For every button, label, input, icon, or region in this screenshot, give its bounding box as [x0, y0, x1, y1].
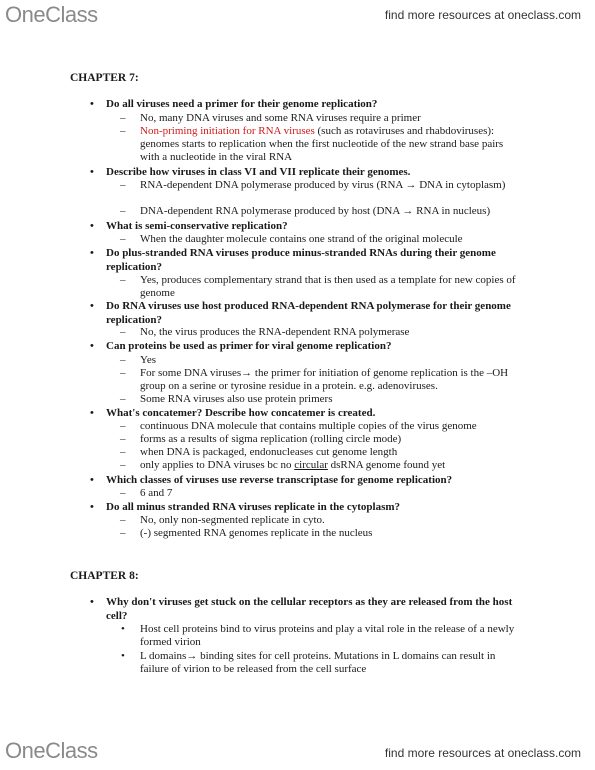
answer: – forms as a results of sigma replication (rolling circle mode) [140, 433, 525, 446]
question: • Can proteins be used as primer for viral genome replication? [106, 339, 526, 353]
answer: • Host cell proteins bind to virus proteins and play a vital role in the release of a newly formed virion [140, 623, 525, 649]
answer [140, 125, 525, 164]
question: • Do all viruses need a primer for their genome replication? [106, 97, 526, 111]
resources-link[interactable]: find more resources at oneclass.com [384, 746, 581, 760]
question: • Which classes of viruses use reverse transcriptase for genome replication? [106, 473, 526, 487]
answer: – Yes, produces complementary strand that is then used as a template for new copies of genome [140, 274, 525, 300]
highlighted-term: Non-priming initiation for RNA viruses [140, 125, 315, 137]
answer: • L domains→ binding sites for cell proteins. Mutations in L domains can result in failure of virion to be released from the cell surface [140, 650, 525, 676]
answer: – No, many DNA viruses and some RNA viruses require a primer [140, 112, 525, 125]
answer: – For some DNA viruses→ the primer for initiation of genome replication is the –OH group on a serine or tyrosine residue in a protein. e.g. adenoviruses. [140, 367, 525, 393]
question: • What is semi-conservative replication? [106, 219, 526, 233]
question: • Describe how viruses in class VI and VII replicate their genomes. [106, 165, 526, 179]
page-footer [0, 736, 595, 770]
underlined-term: circular [294, 459, 328, 471]
page-header [0, 0, 595, 30]
answer: – (-) segmented RNA genomes replicate in the nucleus [140, 527, 525, 540]
question: • Do RNA viruses use host produced RNA-dependent RNA polymerase for their genome replication? [106, 299, 526, 327]
question: • What's concatemer? Describe how concatemer is created. [106, 406, 526, 420]
answer: – Yes [140, 354, 525, 367]
answer: – when DNA is packaged, endonucleases cut genome length [140, 446, 525, 459]
answer: – 6 and 7 [140, 487, 525, 500]
question: • Do plus-stranded RNA viruses produce minus-stranded RNAs during their genome replication? [106, 246, 526, 274]
oneclass-logo[interactable]: OneClass [5, 738, 98, 763]
answer-text: (such as rotaviruses and rhabdoviruses): genomes starts to replication when the first nucleotide of the new strand base pairs with a nucleotide in the viral RNA [140, 125, 504, 163]
answer: – No, the virus produces the RNA-dependent RNA polymerase [140, 326, 525, 339]
answer: – Some RNA viruses also use protein primers [140, 393, 525, 406]
answer: – RNA-dependent DNA polymerase produced by virus (RNA → DNA in cytoplasm) [140, 179, 525, 192]
resources-link[interactable]: find more resources at oneclass.com [384, 8, 581, 22]
answer-text: dsRNA genome found yet [327, 459, 446, 471]
answer: – When the daughter molecule contains one strand of the original molecule [140, 233, 525, 246]
oneclass-logo[interactable]: OneClass [5, 2, 98, 27]
answer: – DNA-dependent RNA polymerase produced by host (DNA → RNA in nucleus) [140, 205, 525, 218]
answer [140, 459, 525, 472]
answer: – No, only non-segmented replicate in cyto. [140, 514, 525, 527]
answer: – continuous DNA molecule that contains multiple copies of the virus genome [140, 420, 525, 433]
answer-text: only applies to DNA viruses bc no [140, 459, 295, 471]
chapter-7-heading: CHAPTER 7: [70, 72, 139, 84]
question: • Why don't viruses get stuck on the cellular receptors as they are released from the host cell? [106, 595, 526, 623]
question: • Do all minus stranded RNA viruses replicate in the cytoplasm? [106, 500, 526, 514]
chapter-8-heading: CHAPTER 8: [70, 570, 139, 582]
